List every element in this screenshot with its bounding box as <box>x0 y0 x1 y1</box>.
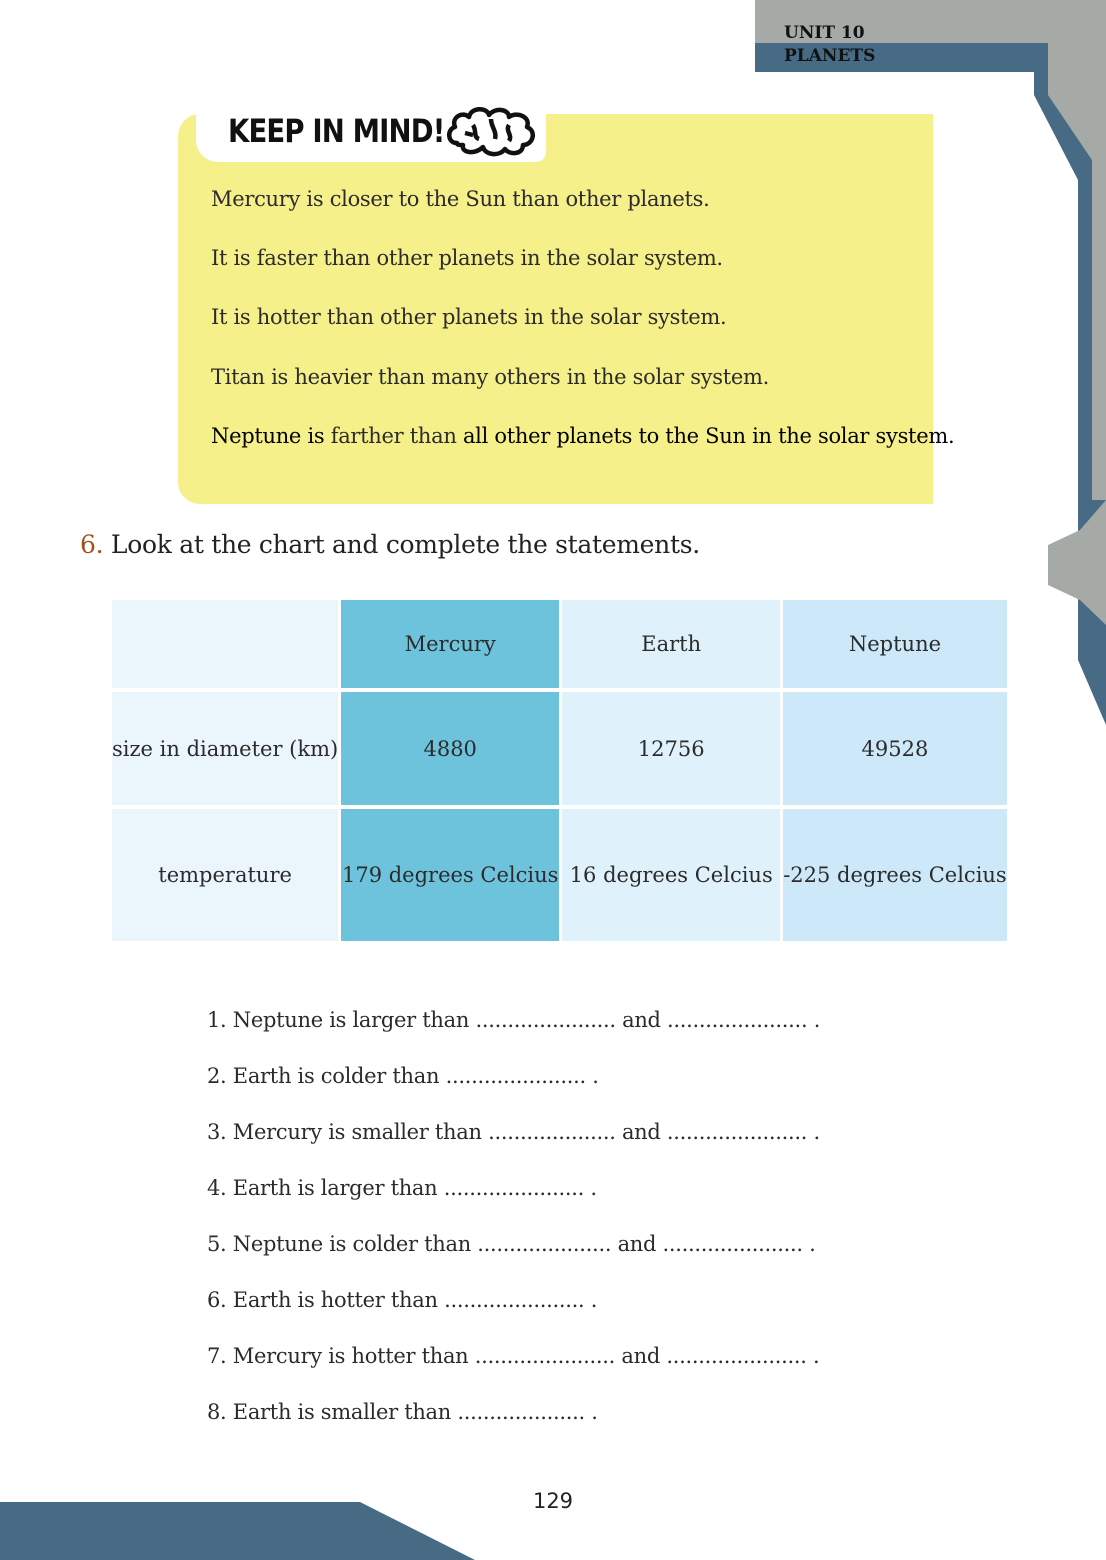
statement: 1. Neptune is larger than ...................... and ...................... . <box>207 1008 821 1032</box>
table-row <box>112 805 1007 941</box>
table-header-cell: Mercury <box>341 600 559 688</box>
exercise-number: 6. <box>80 530 104 559</box>
table-cell: 49528 <box>783 688 1007 805</box>
table-header-cell <box>112 600 338 688</box>
statement: 8. Earth is smaller than .................... . <box>207 1400 598 1424</box>
statement: 5. Neptune is colder than ..................... and ...................... . <box>207 1232 816 1256</box>
exercise-instruction: Look at the chart and complete the statements. <box>110 530 700 559</box>
unit-header <box>784 22 875 68</box>
keep-in-mind-line: It is hotter than other planets in the solar system. <box>211 305 727 329</box>
statement: 6. Earth is hotter than ...................... . <box>207 1288 598 1312</box>
keep-in-mind-line-part: all other planets to the Sun in the solar system. <box>462 424 955 448</box>
statement: 2. Earth is colder than ...................... . <box>207 1064 599 1088</box>
keep-in-mind-title: KEEP IN MIND! <box>228 112 445 150</box>
keep-in-mind-line <box>211 424 954 448</box>
brain-icon <box>443 103 539 159</box>
table-header-row <box>112 600 1007 688</box>
keep-in-mind-line: Mercury is closer to the Sun than other planets. <box>211 187 710 211</box>
exercise-title <box>80 530 700 559</box>
keep-in-mind-line-part: farther than <box>324 424 463 448</box>
table-header-cell: Neptune <box>783 600 1007 688</box>
side-tab-gray <box>1048 500 1106 625</box>
table-cell: -225 degrees Celcius <box>783 805 1007 941</box>
unit-label: UNIT 10 <box>784 23 865 43</box>
table-cell: temperature <box>112 805 338 941</box>
statement: 3. Mercury is smaller than .................... and ...................... . <box>207 1120 820 1144</box>
table-cell: 16 degrees Celcius <box>562 805 780 941</box>
keep-in-mind-line: It is faster than other planets in the solar system. <box>211 246 723 270</box>
statement: 4. Earth is larger than ...................... . <box>207 1176 597 1200</box>
planet-chart <box>109 600 1010 941</box>
keep-in-mind-line: Titan is heavier than many others in the solar system. <box>211 365 769 389</box>
table-cell: size in diameter (km) <box>112 688 338 805</box>
table-cell: 179 degrees Celcius <box>341 805 559 941</box>
table-header-cell: Earth <box>562 600 780 688</box>
page-number: 129 <box>532 1489 574 1513</box>
keep-in-mind-line-part: Neptune is <box>211 424 325 448</box>
table-row <box>112 688 1007 805</box>
statement: 7. Mercury is hotter than ...................... and ...................... . <box>207 1344 820 1368</box>
table-cell: 4880 <box>341 688 559 805</box>
table-cell: 12756 <box>562 688 780 805</box>
unit-topic: PLANETS <box>784 46 876 66</box>
